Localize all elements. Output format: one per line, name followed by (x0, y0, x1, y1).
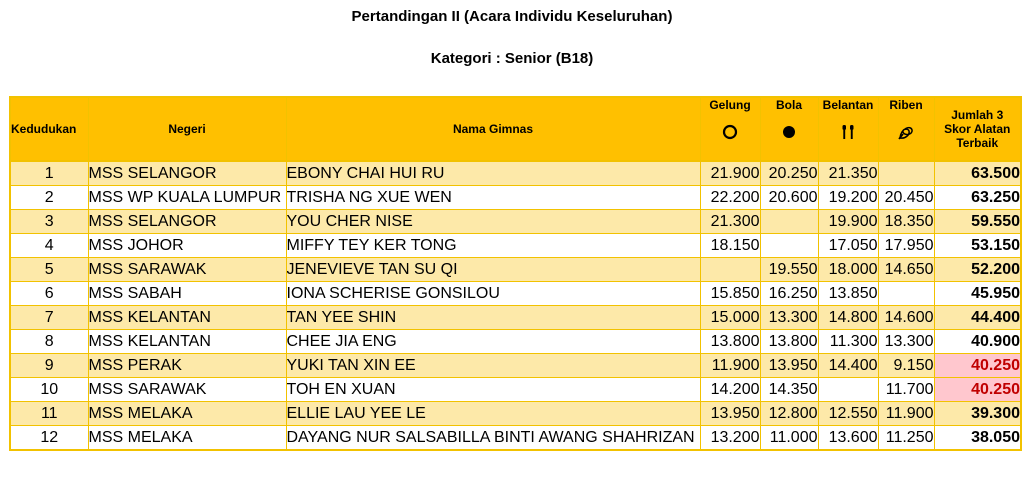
total-label-line1: Jumlah 3 (951, 108, 1004, 122)
clubs-score-cell: 13.850 (818, 282, 878, 306)
hoop-score-cell: 15.000 (700, 306, 760, 330)
ball-label: Bola (775, 98, 802, 112)
hoop-icon (722, 124, 738, 140)
total-label-line2: Skor Alatan (944, 122, 1011, 136)
state-cell: MSS SARAWAK (88, 258, 286, 282)
hoop-score-cell: 14.200 (700, 378, 760, 402)
hoop-score-cell: 18.150 (700, 234, 760, 258)
table-row (10, 234, 1021, 258)
table-row (10, 282, 1021, 306)
state-cell: MSS SELANGOR (88, 210, 286, 234)
rank-cell: 7 (10, 306, 88, 330)
total-score-cell: 52.200 (934, 258, 1021, 282)
column-header-clubs (818, 97, 878, 161)
total-score-cell: 39.300 (934, 402, 1021, 426)
name-cell: IONA SCHERISE GONSILOU (286, 282, 700, 306)
name-cell: ELLIE LAU YEE LE (286, 402, 700, 426)
hoop-score-cell: 21.900 (700, 161, 760, 186)
state-cell: MSS PERAK (88, 354, 286, 378)
name-cell: CHEE JIA ENG (286, 330, 700, 354)
ball-score-cell: 14.350 (760, 378, 818, 402)
rank-cell: 5 (10, 258, 88, 282)
rank-cell: 4 (10, 234, 88, 258)
ribbon-score-cell: 14.600 (878, 306, 934, 330)
total-score-cell: 40.250 (934, 378, 1021, 402)
clubs-score-cell: 18.000 (818, 258, 878, 282)
hoop-score-cell: 11.900 (700, 354, 760, 378)
ribbon-score-cell: 13.300 (878, 330, 934, 354)
name-cell: DAYANG NUR SALSABILLA BINTI AWANG SHAHRIZAN (286, 426, 700, 451)
total-score-cell: 59.550 (934, 210, 1021, 234)
name-cell: TAN YEE SHIN (286, 306, 700, 330)
table-row (10, 330, 1021, 354)
clubs-score-cell: 17.050 (818, 234, 878, 258)
table-row (10, 186, 1021, 210)
ribbon-score-cell: 11.250 (878, 426, 934, 451)
ball-score-cell (760, 210, 818, 234)
clubs-score-cell: 11.300 (818, 330, 878, 354)
hoop-score-cell: 15.850 (700, 282, 760, 306)
name-cell: YOU CHER NISE (286, 210, 700, 234)
state-cell: MSS JOHOR (88, 234, 286, 258)
total-score-cell: 44.400 (934, 306, 1021, 330)
state-cell: MSS MELAKA (88, 426, 286, 451)
table-row (10, 306, 1021, 330)
total-score-cell: 45.950 (934, 282, 1021, 306)
hoop-label: Gelung (709, 98, 751, 112)
header-row (10, 97, 1021, 161)
rank-cell: 1 (10, 161, 88, 186)
clubs-score-cell: 14.400 (818, 354, 878, 378)
ball-score-cell (760, 234, 818, 258)
ball-icon (781, 124, 797, 140)
rank-cell: 11 (10, 402, 88, 426)
state-cell: MSS SABAH (88, 282, 286, 306)
rank-cell: 2 (10, 186, 88, 210)
clubs-label: Belantan (822, 98, 874, 112)
ribbon-label: Riben (889, 98, 923, 112)
ball-score-cell: 13.300 (760, 306, 818, 330)
column-header-state: Negeri (88, 97, 286, 161)
hoop-score-cell: 21.300 (700, 210, 760, 234)
total-score-cell: 63.250 (934, 186, 1021, 210)
state-cell: MSS MELAKA (88, 402, 286, 426)
state-cell: MSS WP KUALA LUMPUR (88, 186, 286, 210)
ball-score-cell: 13.800 (760, 330, 818, 354)
total-label-line3: Terbaik (956, 136, 999, 150)
total-score-cell: 40.900 (934, 330, 1021, 354)
rank-cell: 3 (10, 210, 88, 234)
clubs-score-cell: 21.350 (818, 161, 878, 186)
ribbon-icon (897, 124, 915, 140)
hoop-score-cell: 13.800 (700, 330, 760, 354)
table-row (10, 258, 1021, 282)
hoop-score-cell: 13.950 (700, 402, 760, 426)
ribbon-score-cell: 9.150 (878, 354, 934, 378)
name-cell: YUKI TAN XIN EE (286, 354, 700, 378)
column-header-hoop (700, 97, 760, 161)
ribbon-score-cell: 11.900 (878, 402, 934, 426)
state-cell: MSS KELANTAN (88, 330, 286, 354)
results-table (9, 96, 1022, 451)
total-score-cell: 40.250 (934, 354, 1021, 378)
results-body (10, 161, 1021, 450)
ribbon-score-cell (878, 282, 934, 306)
hoop-score-cell: 22.200 (700, 186, 760, 210)
ribbon-score-cell: 14.650 (878, 258, 934, 282)
table-row (10, 161, 1021, 186)
table-row (10, 402, 1021, 426)
column-header-total (934, 97, 1021, 161)
rank-cell: 9 (10, 354, 88, 378)
rank-cell: 6 (10, 282, 88, 306)
ball-score-cell: 20.600 (760, 186, 818, 210)
ribbon-score-cell (878, 161, 934, 186)
ribbon-score-cell: 20.450 (878, 186, 934, 210)
rank-cell: 10 (10, 378, 88, 402)
total-score-cell: 38.050 (934, 426, 1021, 451)
table-row (10, 354, 1021, 378)
clubs-score-cell (818, 378, 878, 402)
table-row (10, 210, 1021, 234)
page-title: Pertandingan II (Acara Individu Keseluruhan) (351, 8, 673, 25)
state-cell: MSS KELANTAN (88, 306, 286, 330)
column-header-ball (760, 97, 818, 161)
clubs-score-cell: 14.800 (818, 306, 878, 330)
ball-score-cell: 20.250 (760, 161, 818, 186)
ribbon-score-cell: 11.700 (878, 378, 934, 402)
ball-score-cell: 19.550 (760, 258, 818, 282)
category-subtitle: Kategori : Senior (B18) (430, 50, 594, 67)
name-cell: EBONY CHAI HUI RU (286, 161, 700, 186)
state-cell: MSS SARAWAK (88, 378, 286, 402)
hoop-score-cell: 13.200 (700, 426, 760, 451)
name-cell: TRISHA NG XUE WEN (286, 186, 700, 210)
clubs-score-cell: 12.550 (818, 402, 878, 426)
name-cell: JENEVIEVE TAN SU QI (286, 258, 700, 282)
rank-cell: 12 (10, 426, 88, 451)
ball-score-cell: 13.950 (760, 354, 818, 378)
rank-cell: 8 (10, 330, 88, 354)
column-header-rank: Kedudukan (10, 97, 88, 161)
total-score-cell: 53.150 (934, 234, 1021, 258)
clubs-score-cell: 13.600 (818, 426, 878, 451)
table-row (10, 426, 1021, 451)
ball-score-cell: 16.250 (760, 282, 818, 306)
name-cell: MIFFY TEY KER TONG (286, 234, 700, 258)
clubs-score-cell: 19.900 (818, 210, 878, 234)
ribbon-score-cell: 18.350 (878, 210, 934, 234)
hoop-score-cell (700, 258, 760, 282)
name-cell: TOH EN XUAN (286, 378, 700, 402)
ball-score-cell: 12.800 (760, 402, 818, 426)
total-score-cell: 63.500 (934, 161, 1021, 186)
table-row (10, 378, 1021, 402)
column-header-name: Nama Gimnas (286, 97, 700, 161)
clubs-score-cell: 19.200 (818, 186, 878, 210)
state-cell: MSS SELANGOR (88, 161, 286, 186)
ball-score-cell: 11.000 (760, 426, 818, 451)
clubs-icon (840, 124, 856, 140)
column-header-ribbon (878, 97, 934, 161)
ribbon-score-cell: 17.950 (878, 234, 934, 258)
